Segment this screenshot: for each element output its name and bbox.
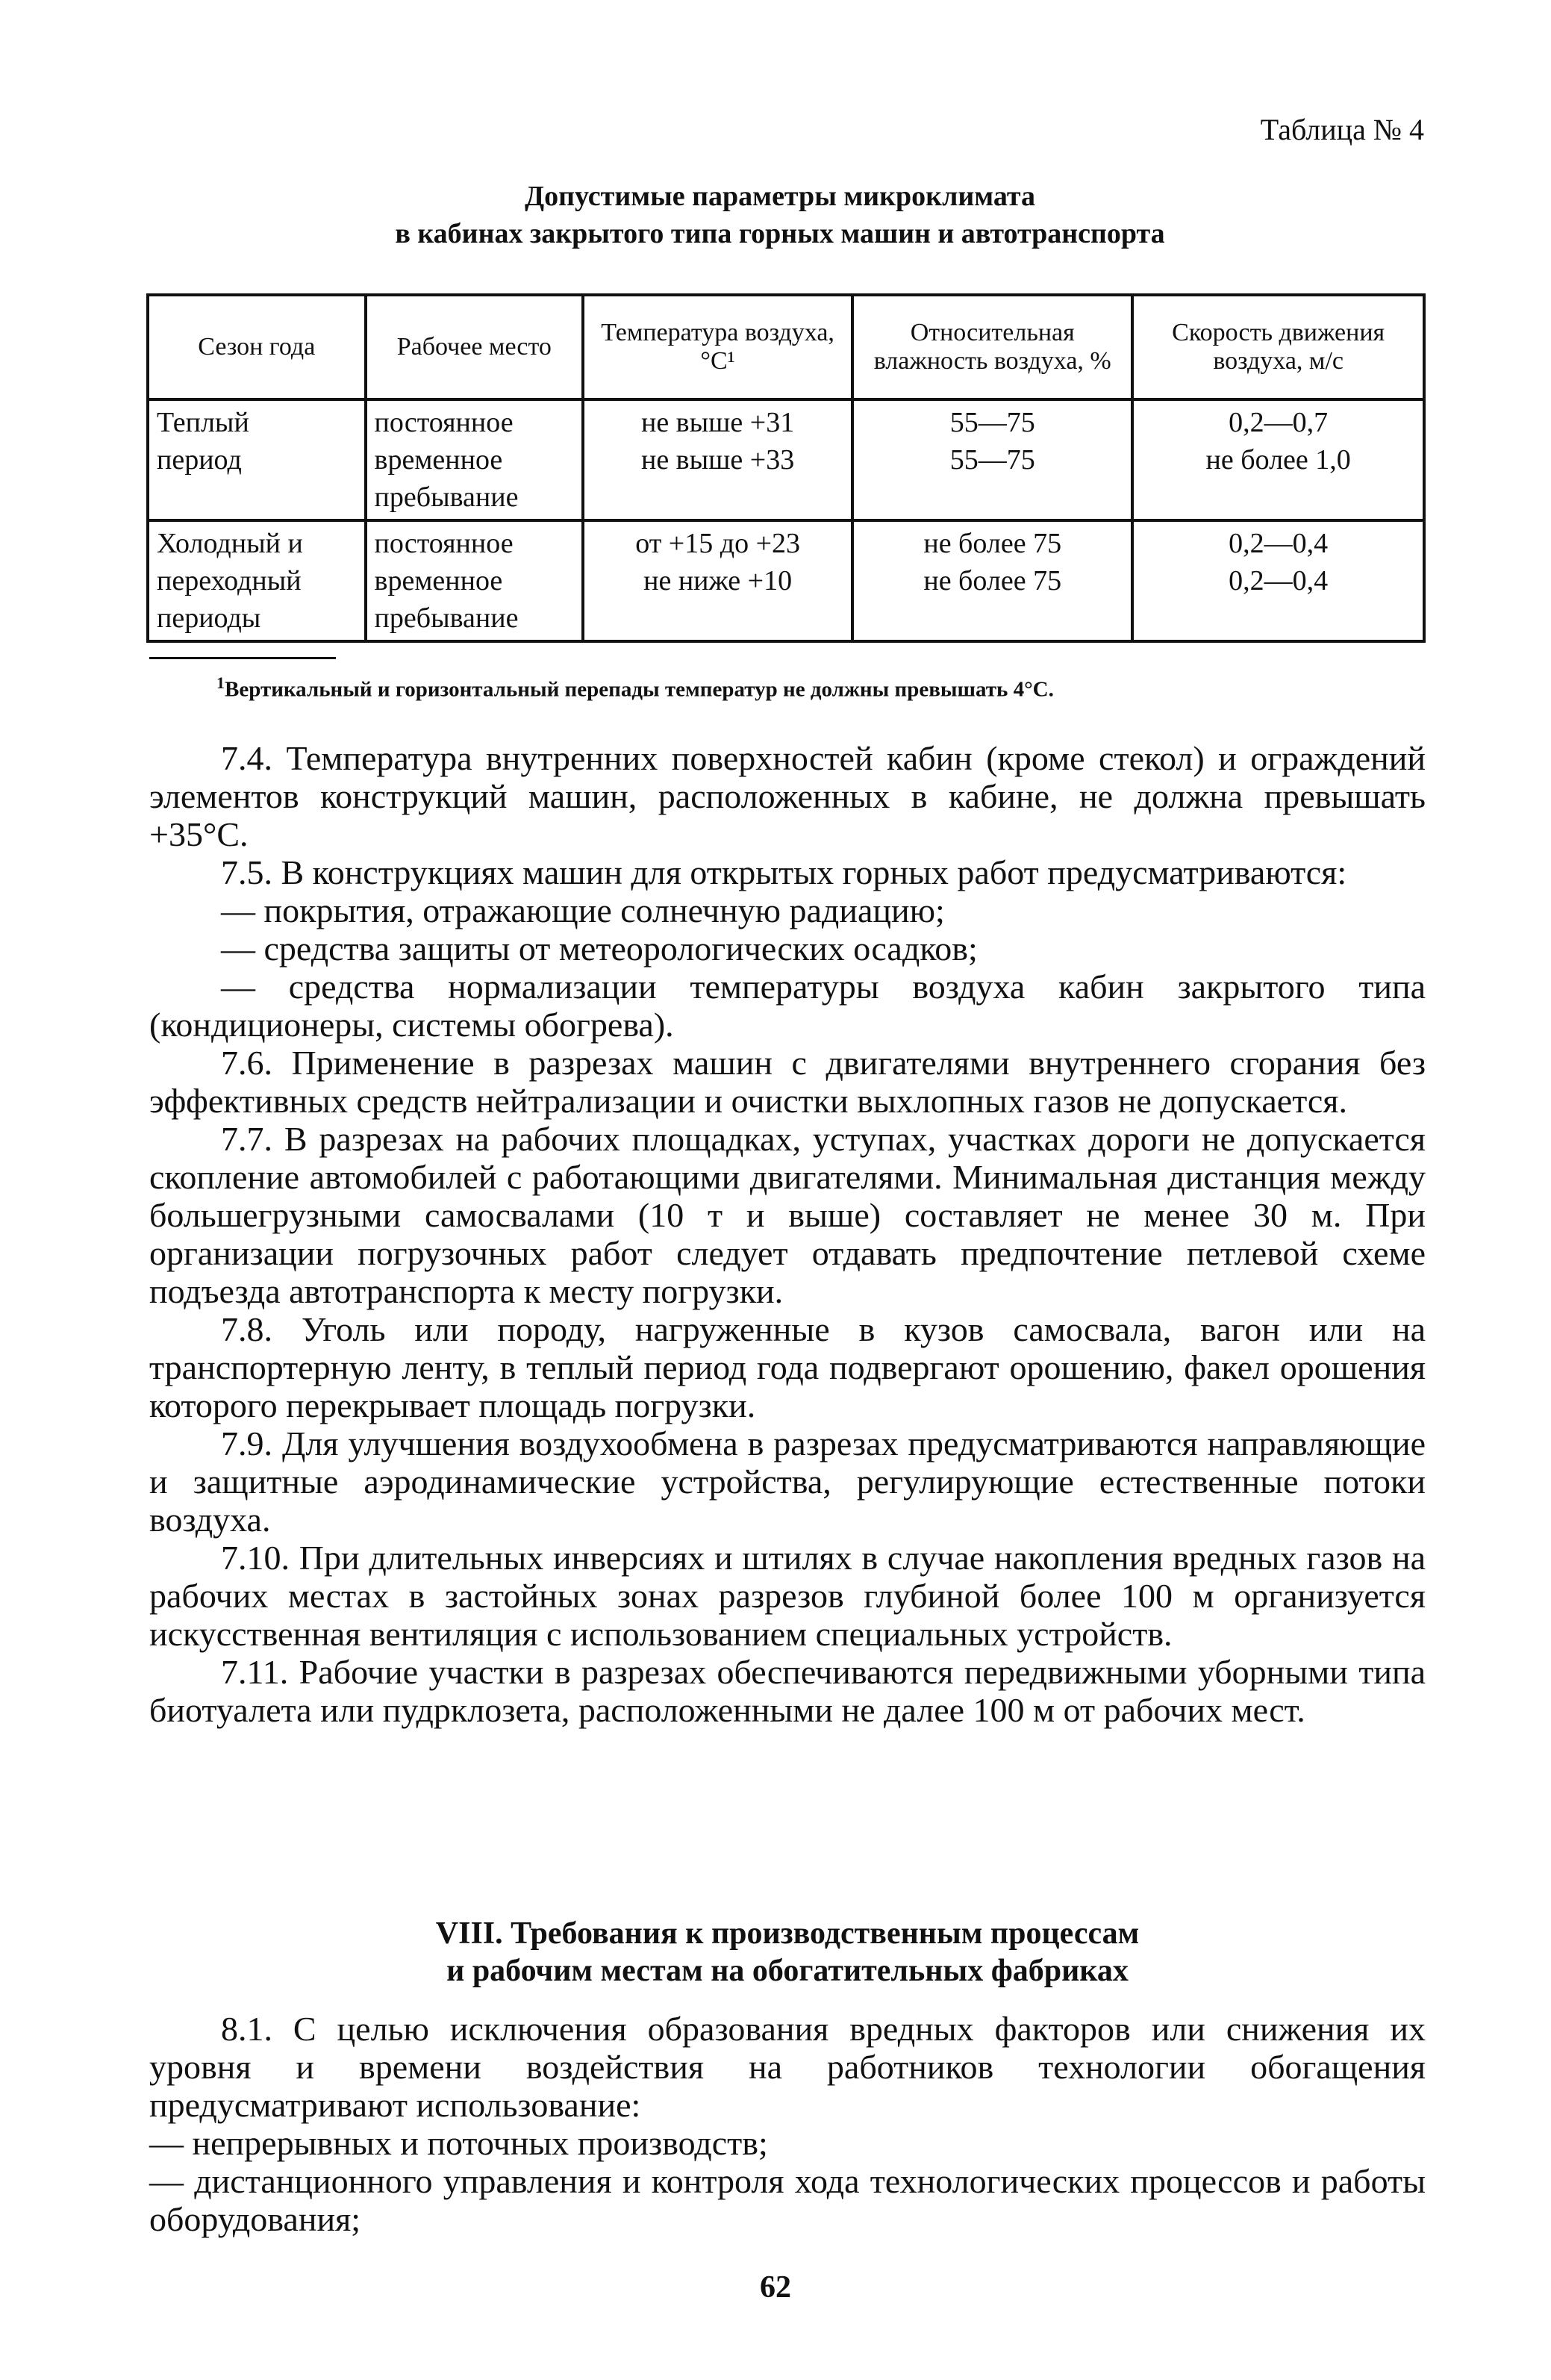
- cell-season: Теплый период: [148, 399, 366, 520]
- paragraph: 7.11. Рабочие участки в разрезах обеспечиваются передвижными уборными типа биотуалета или пудрклозета, расположенными не далее 100 м от рабочих мест.: [149, 1653, 1426, 1729]
- list-item: — покрытия, отражающие солнечную радиацию;: [221, 891, 945, 929]
- table-row: [148, 399, 1424, 520]
- list-item: — средства нормализации температуры воздуха кабин закрытого типа (кондиционеры, системы обогрева).: [149, 968, 1426, 1044]
- table-title-line-2: в кабинах закрытого типа горных машин и автотранспорта: [395, 218, 1165, 249]
- header-season: Сезон года: [148, 295, 366, 399]
- paragraph: 7.6. Применение в разрезах машин с двигателями внутреннего сгорания без эффективных средств нейтрализации и очистки выхлопных газов не допускается.: [149, 1044, 1426, 1120]
- list-item: — средства защиты от метеорологических осадков;: [221, 929, 978, 968]
- paragraph: 7.5. В конструкциях машин для открытых горных работ предусматриваются:: [221, 853, 1347, 891]
- header-workplace: Рабочее место: [366, 295, 584, 399]
- cell-air-speed: 0,2—0,4 0,2—0,4: [1132, 520, 1424, 641]
- footnote-divider: [149, 657, 336, 659]
- cell-air-speed: 0,2—0,7 не более 1,0: [1132, 399, 1424, 520]
- body-text-section-8: [149, 2010, 1426, 2238]
- footnote-mark: 1: [216, 673, 225, 692]
- paragraph: 7.4. Температура внутренних поверхностей кабин (кроме стекол) и ограждений элементов конструкций машин, расположенных в кабине, не должна превышать +35°С.: [149, 739, 1426, 853]
- list-item: — непрерывных и поточных производств;: [149, 2124, 768, 2162]
- list-item: — дистанционного управления и контроля хода технологических процессов и работы оборудования;: [149, 2162, 1426, 2238]
- section-heading: [149, 1915, 1426, 1990]
- header-humidity: Относительная влажность воздуха, %: [852, 295, 1132, 399]
- footnote-text: Вертикальный и горизонтальный перепады температур не должны превышать 4°С.: [225, 677, 1054, 702]
- table-title: [149, 178, 1411, 252]
- paragraph: 7.9. Для улучшения воздухообмена в разрезах предусматриваются направляющие и защитные аэродинамические устройства, регулирующие естественные потоки воздуха.: [149, 1424, 1426, 1539]
- cell-temperature: от +15 до +23 не ниже +10: [583, 520, 852, 641]
- section-heading-line-1: VIII. Требования к производственным процессам: [435, 1916, 1140, 1951]
- cell-season: Холодный и переходный периоды: [148, 520, 366, 641]
- paragraph: 8.1. С целью исключения образования вредных факторов или снижения их уровня и времени воздействия на работников технологии обогащения предусматривают использование:: [149, 2010, 1426, 2124]
- page-number: 62: [760, 2270, 791, 2305]
- table-number: Таблица № 4: [1260, 113, 1424, 146]
- section-heading-line-2: и рабочим местам на обогатительных фабриках: [446, 1954, 1129, 1988]
- cell-humidity: не более 75 не более 75: [852, 520, 1132, 641]
- cell-workplace: постоянное временное пребывание: [366, 520, 584, 641]
- paragraph: 7.7. В разрезах на рабочих площадках, уступах, участках дороги не допускается скопление автомобилей с работающими двигателями. Минимальная дистанция между большегрузными самосвалами (10 т и выше) составляет не менее 30 м. При организации погрузочных работ следует отдавать предпочтение петлевой схеме подъезда автотранспорта к месту погрузки.: [149, 1120, 1426, 1310]
- paragraph: 7.10. При длительных инверсиях и штилях в случае накопления вредных газов на рабочих местах в застойных зонах разрезов глубиной более 100 м организуется искусственная вентиляция с использованием специальных устройств.: [149, 1539, 1426, 1653]
- table-row: [148, 520, 1424, 641]
- cell-workplace: постоянное временное пребывание: [366, 399, 584, 520]
- header-temperature: Температура воздуха, °С¹: [583, 295, 852, 399]
- cell-humidity: 55—75 55—75: [852, 399, 1132, 520]
- table-header-row: [148, 295, 1424, 399]
- paragraph: 7.8. Уголь или породу, нагруженные в кузов самосвала, вагон или на транспортерную ленту, в теплый период года подвергают орошению, факел орошения которого перекрывает площадь погрузки.: [149, 1310, 1426, 1424]
- header-air-speed: Скорость движения воздуха, м/с: [1132, 295, 1424, 399]
- body-text: [149, 739, 1426, 1729]
- microclimate-table: [146, 293, 1426, 643]
- table-title-line-1: Допустимые параметры микроклимата: [524, 181, 1036, 212]
- cell-temperature: не выше +31 не выше +33: [583, 399, 852, 520]
- table-footnote: [216, 673, 1426, 703]
